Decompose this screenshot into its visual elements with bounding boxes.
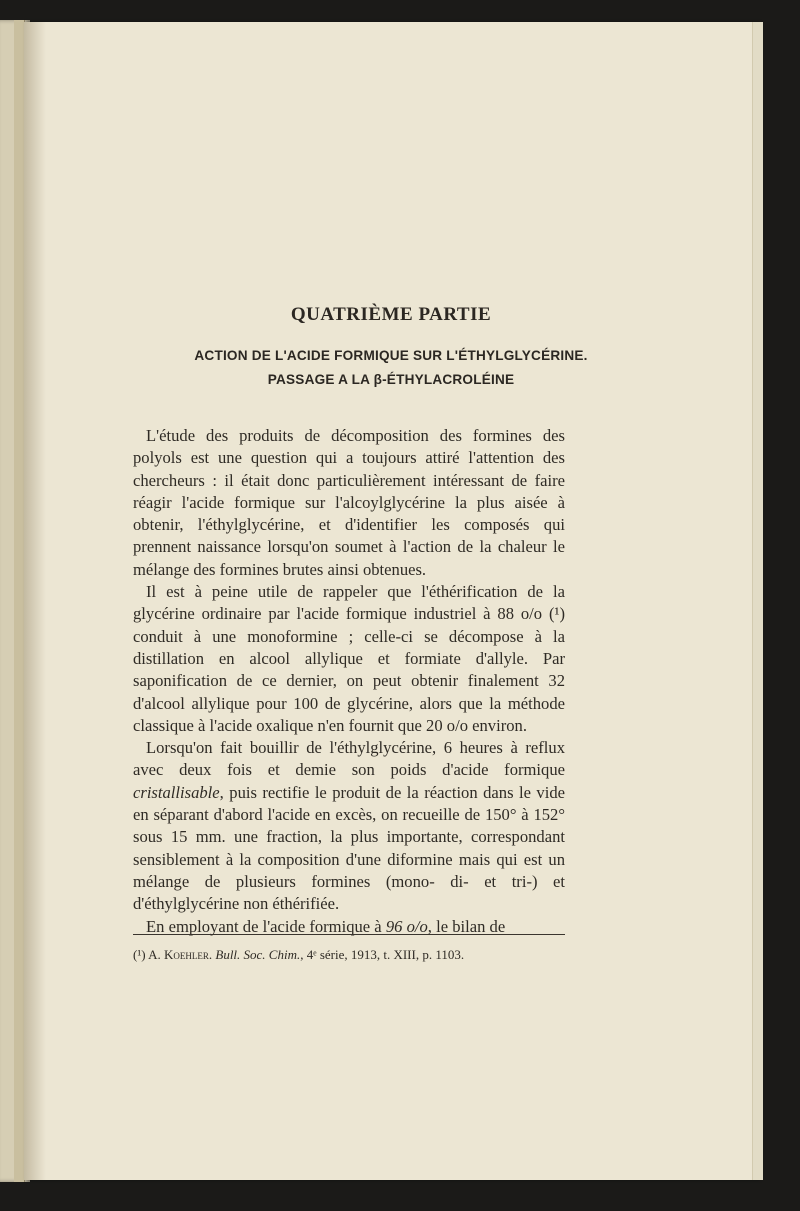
paragraph-4-text-a: En employant de l'acide formique à — [146, 916, 386, 936]
paragraph-4-text-b: , le bilan de — [427, 916, 506, 936]
paragraph-3-italic: cristallisable — [133, 782, 220, 802]
footnote-journal: Bull. Soc. Chim. — [215, 947, 301, 962]
footnote — [133, 947, 573, 963]
section-subtitle-line-1: ACTION DE L'ACIDE FORMIQUE SUR L'ÉTHYLGLYCÉRINE. — [194, 348, 588, 363]
paragraph-4-italic: 96 o/o — [385, 916, 428, 936]
section-title: QUATRIÈME PARTIE — [290, 304, 492, 325]
paragraph-3-text-a: Lorsqu'on fait bouillir de l'éthylglycérine, 6 heures à reflux avec deux fois et demie son poids d'acide formique — [133, 738, 565, 780]
footnote-marker: (¹) A. — [133, 947, 164, 962]
paragraph-3 — [133, 737, 565, 915]
body-text — [133, 425, 565, 938]
paragraph-3-text-b: , puis rectifie le produit de la réaction dans le vide en séparant d'abord l'acide en excès, on recueille de 150° à 152° sous 15 mm. une fraction, la plus importante, correspondant sensiblement à la composition d'une diformine mais qui est un mélange de plusieurs formines (mono- di- et tri-) et d'éthylglycérine non éthérifiée. — [133, 782, 565, 914]
footnote-author: Koehler — [163, 947, 209, 962]
page-right-edge — [752, 22, 763, 1180]
gutter-shadow — [24, 22, 46, 1180]
section-subtitle-line-2: PASSAGE A LA β-ÉTHYLACROLÉINE — [267, 372, 515, 387]
footnote-reference: , 4ᵉ série, 1913, t. XIII, p. 1103. — [300, 947, 465, 962]
paragraph-1: L'étude des produits de décomposition des formines des polyols est une question qui a toujours attiré l'attention des chercheurs : il était donc particulièrement intéressant de faire réagir l'acide formique sur l'alcoylglycérine la plus aisée à obtenir, l'éthylglycérine, et d'identifier les composés qui prennent naissance lorsqu'on soumet à l'action de la chaleur le mélange des formines brutes ainsi obtenues. — [133, 426, 565, 579]
footnote-divider — [133, 934, 565, 935]
paragraph-2: Il est à peine utile de rappeler que l'éthérification de la glycérine ordinaire par l'acide formique industriel à 88 o/o (¹) conduit à une monoformine ; celle-ci se décompose à la distillation en alcool allylique et formiate d'allyle. Par saponification de ce dernier, on peut obtenir finalement 32 d'alcool allylique pour 100 de glycérine, alors que la méthode classique à l'acide oxalique n'en fournit que 20 o/o environ. — [133, 582, 565, 735]
footnote-separator: . — [208, 947, 216, 962]
